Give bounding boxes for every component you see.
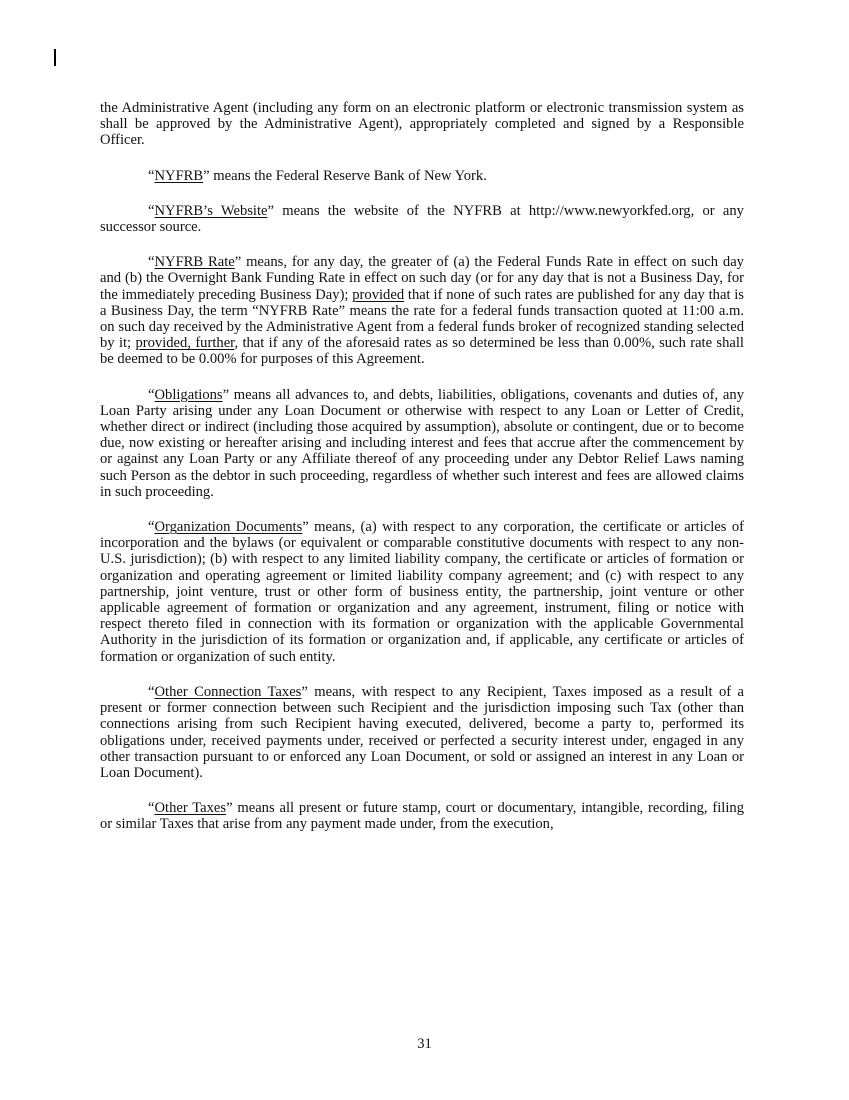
continuation-text: the Administrative Agent (including any form on an electronic platform or electronic transmission system as shall be approved by the Administrative Agent), appropriately completed and signed by a Responsible Officer. [100, 100, 744, 149]
open-quote: “ [148, 800, 155, 817]
definition-nyfrb [100, 168, 744, 184]
open-quote: “ [148, 254, 155, 271]
defined-term-nyfrb: NYFRB [154, 167, 204, 184]
definition-other-connection-taxes [100, 684, 744, 781]
page-body [100, 100, 744, 852]
defined-term-nyfrb-website: NYFRB’s Website [154, 202, 268, 219]
open-quote: “ [148, 386, 155, 403]
defined-term-obligations: Obligations [154, 386, 223, 403]
definition-obligations [100, 387, 744, 500]
definition-text: ” means, with respect to any Recipient, Taxes imposed as a result of a present or former connection between such Recipient and the jurisdiction imposing such Tax (other than connections arising from such Recipient having executed, delivered, become a party to, performed its obligations under, received payments under, received or perfected a security interest under, engaged in any other transaction pursuant to or enforced any Loan Document, or sold or assigned an interest in any Loan or Loan Document). [100, 683, 745, 781]
definition-text: ” means the Federal Reserve Bank of New York. [203, 167, 487, 184]
open-quote: “ [148, 202, 155, 219]
definition-nyfrb-rate [100, 254, 744, 367]
page-number: 31 [417, 1036, 432, 1052]
definition-nyfrb-website [100, 203, 744, 235]
open-quote: “ [148, 167, 155, 184]
definition-text: ” means all present or future stamp, court or documentary, intangible, recording, filing or similar Taxes that arise from any payment made under, from the execution, [100, 800, 744, 833]
open-quote: “ [148, 683, 155, 700]
defined-term-other-connection-taxes: Other Connection Taxes [154, 683, 302, 700]
definition-text: that if none of such rates are published for any day that is a Business Day, the term “NYFRB Rate” means the rate for a federal funds transaction quoted at 11:00 a.m. on such day received by the Administrative Agent from a federal funds broker of recognized standing selected by it; [100, 286, 744, 352]
paragraph-continuation [100, 100, 744, 149]
defined-term-organization-documents: Organization Documents [154, 519, 303, 536]
definition-other-taxes [100, 800, 744, 832]
definition-text: ” means the website of the NYFRB at http://www.newyorkfed.org, or any successor source. [100, 202, 744, 236]
proviso-provided: provided [352, 286, 405, 303]
definition-text: ” means all advances to, and debts, liabilities, obligations, covenants and duties of, any Loan Party arising under any Loan Document or otherwise with respect to any Loan or Letter of Credit, whether direct or indirect (including those acquired by assumption), absolute or contingent, due or to become due, now existing or hereafter arising and including interest and fees that accrue after the commencement by or against any Loan Party or any Affiliate thereof of any proceeding under any Debtor Relief Laws naming such Person as the debtor in such proceeding, regardless of whether such interest and fees are allowed claims in such proceeding. [100, 386, 744, 500]
proviso-provided-further: provided, further [135, 335, 235, 352]
defined-term-nyfrb-rate: NYFRB Rate [154, 254, 235, 271]
defined-term-other-taxes: Other Taxes [154, 800, 227, 817]
definition-text: ” means, (a) with respect to any corporation, the certificate or articles of incorporation and the bylaws (or equivalent or comparable constitutive documents with respect to any non-U.S. jurisdiction); (b) with respect to any limited liability company, the certificate or articles of formation or organization and operating agreement or limited liability company agreement; and (c) with respect to any partnership, joint venture, trust or other form of business entity, the partnership, joint venture or other applicable agreement of formation or organization and any agreement, instrument, filing or notice with respect thereto filed in connection with its formation or organization with the applicable Governmental Authority in the jurisdiction of its formation or organization and, if applicable, any certificate or articles of formation or organization of such entity. [100, 519, 744, 665]
definition-text: , that if any of the aforesaid rates as so determined be less than 0.00%, such rate shall be deemed to be 0.00% for purposes of this Agreement. [100, 335, 744, 368]
open-quote: “ [148, 519, 155, 536]
revision-bar [54, 49, 56, 66]
definition-text: ” means, for any day, the greater of (a) the Federal Funds Rate in effect on such day and (b) the Overnight Bank Funding Rate in effect on such day (or for any day that is not a Business Day, for the immediately preceding Business Day); [100, 254, 744, 303]
definition-organization-documents [100, 519, 744, 665]
